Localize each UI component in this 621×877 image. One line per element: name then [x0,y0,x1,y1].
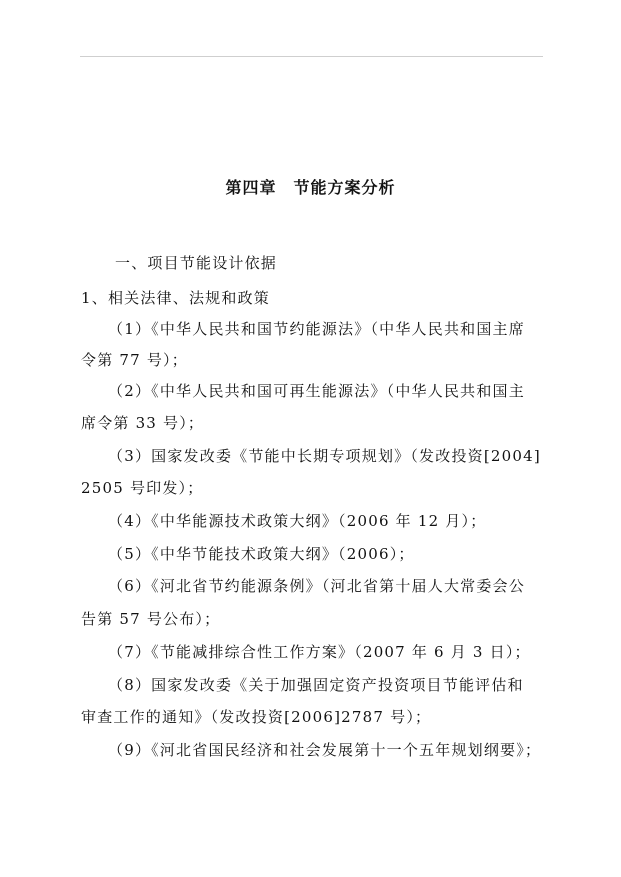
list-item: （8）国家发改委《关于加强固定资产投资项目节能评估和 [108,676,524,694]
list-item: （3）国家发改委《节能中长期专项规划》（发改投资[2004] [108,447,541,465]
list-item: （9）《河北省国民经济和社会发展第十一个五年规划纲要》； [108,741,542,759]
list-item-continuation: 告第 57 号公布）； [81,610,221,628]
subsection-heading: 1、相关法律、法规和政策 [81,289,270,307]
list-item-continuation: 席令第 33 号）； [81,414,205,432]
list-item-continuation: 令第 77 号）； [81,351,188,369]
list-item: （5）《中华节能技术政策大纲》（2006）； [108,545,415,563]
section-heading: 一、项目节能设计依据 [115,254,278,272]
header-rule [80,56,543,57]
list-item: （4）《中华能源技术政策大纲》（2006 年 12 月）； [108,512,487,530]
list-item: （1）《中华人民共和国节约能源法》（中华人民共和国主席 [108,320,525,338]
list-item-continuation: 2505 号印发）； [81,479,204,497]
list-item-continuation: 审查工作的通知》（发改投资[2006]2787 号）； [81,708,432,726]
list-item: （7）《节能减排综合性工作方案》（2007 年 6 月 3 日）； [108,643,531,661]
list-item: （6）《河北省节约能源条例》（河北省第十届人大常委会公 [108,577,525,595]
chapter-title: 第四章 节能方案分析 [225,178,396,197]
list-item: （2）《中华人民共和国可再生能源法》（中华人民共和国主 [108,382,525,400]
